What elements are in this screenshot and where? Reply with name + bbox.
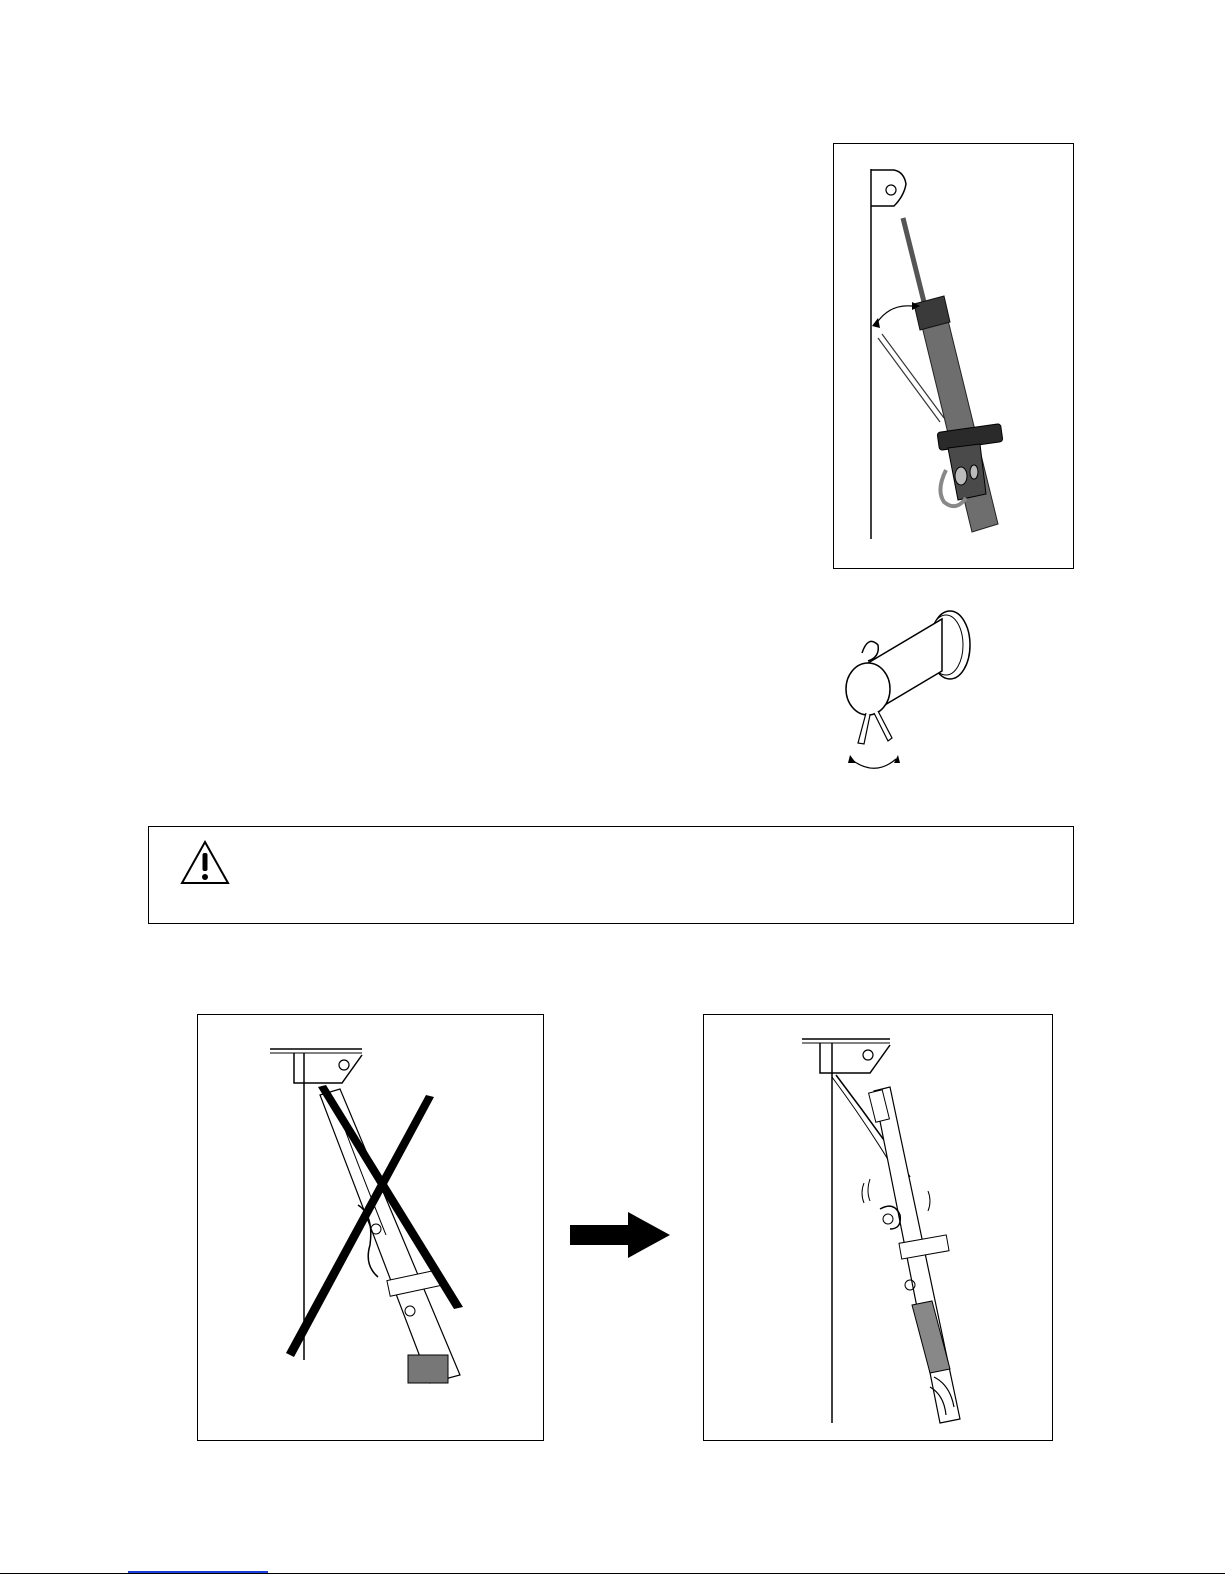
pole-angle-illustration [834, 144, 1072, 567]
pin-cylinder-illustration [840, 605, 990, 785]
pin-cylinder-figure [840, 605, 990, 785]
pole-angle-figure [833, 143, 1074, 569]
right-arrow-icon [568, 1210, 674, 1260]
warning-box [148, 826, 1074, 924]
correct-assembly-figure [703, 1014, 1053, 1441]
incorrect-assembly-figure [197, 1014, 544, 1441]
warning-triangle-icon [179, 839, 231, 887]
correct-illustration [704, 1015, 1051, 1439]
crossed-out-illustration [198, 1015, 542, 1439]
footer-link-underline[interactable] [128, 1571, 268, 1573]
footer-rule [0, 1573, 1225, 1574]
